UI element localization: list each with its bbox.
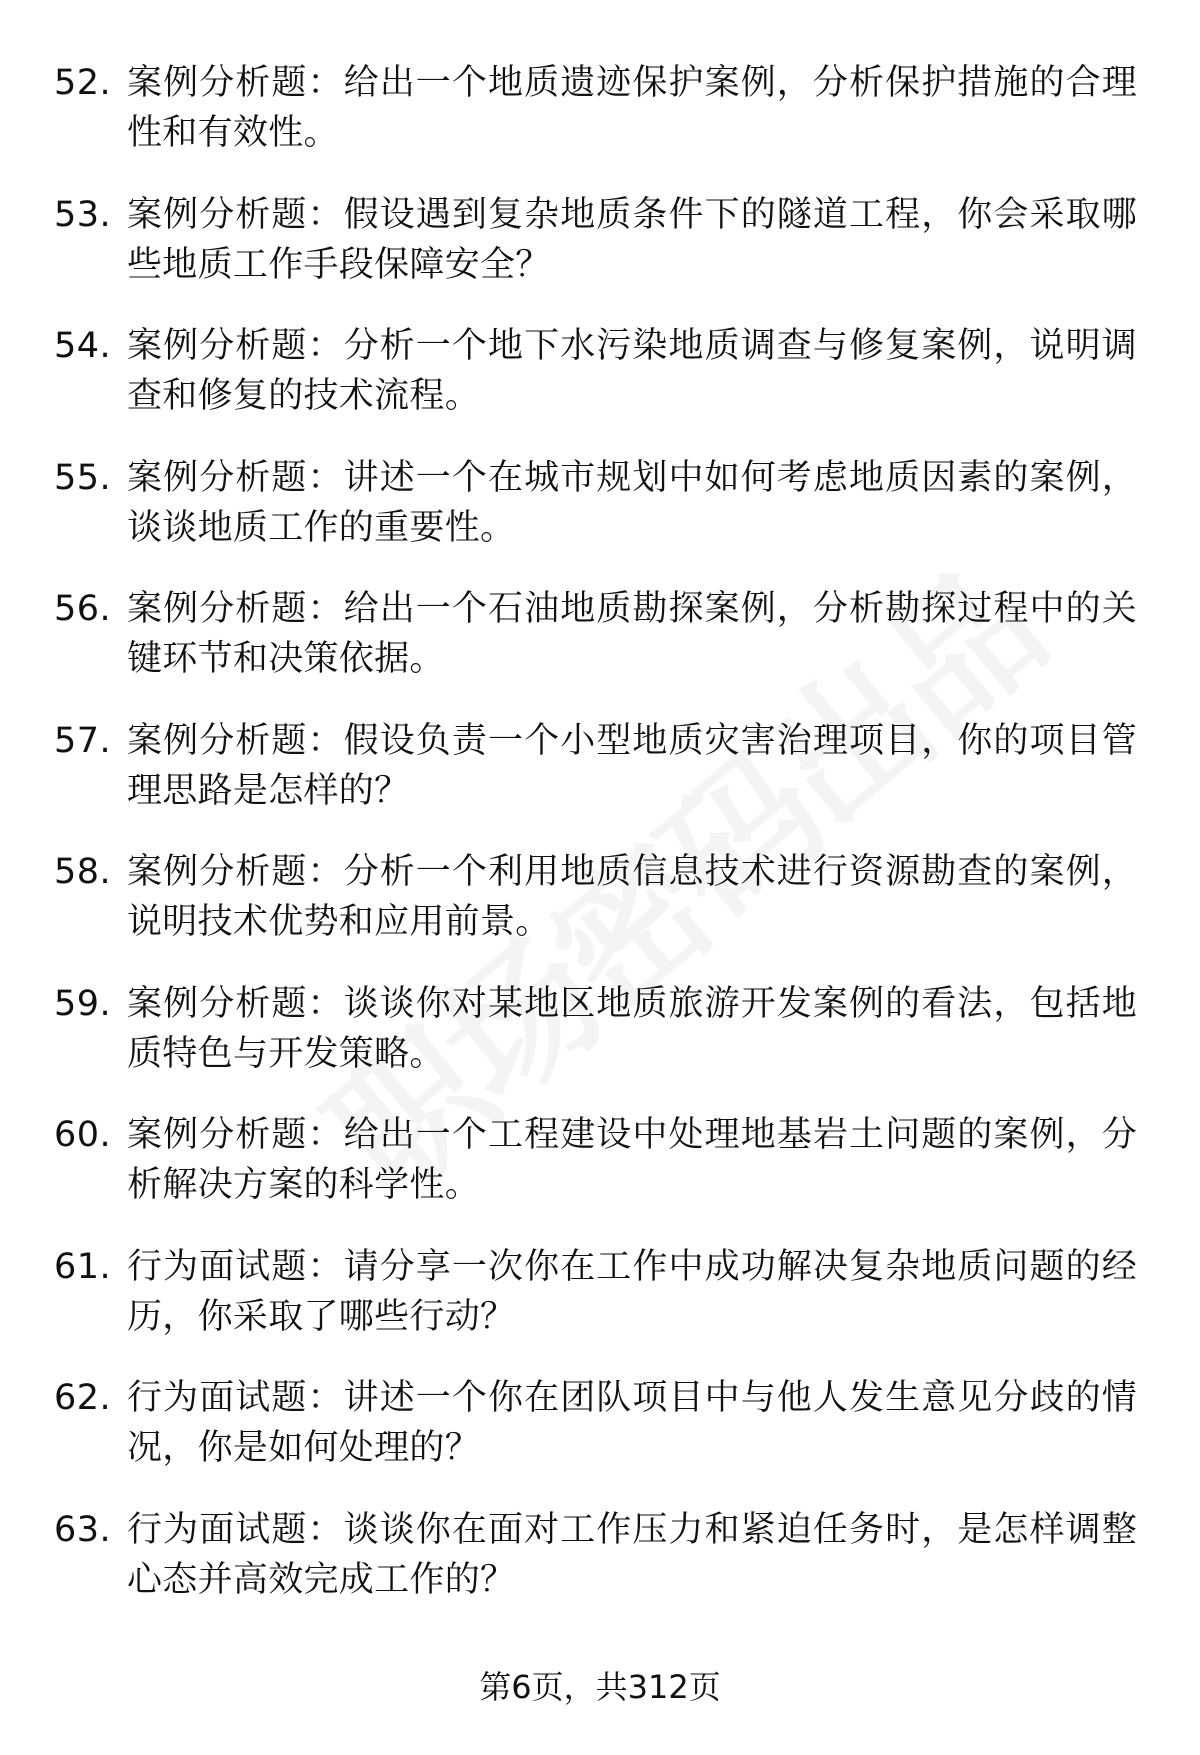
question-number: 57. (54, 720, 112, 761)
question-number: 55. (54, 457, 112, 498)
question-number: 52. (54, 63, 112, 103)
question-text: 案例分析题：给出一个石油地质勘探案例，分析勘探过程中的关键环节和决策依据。 (127, 589, 1137, 679)
question-item (0, 584, 1200, 694)
question-item (0, 58, 1200, 168)
question-text: 案例分析题：分析一个地下水污染地质调查与修复案例，说明调查和修复的技术流程。 (127, 326, 1137, 416)
question-item (0, 1505, 1200, 1615)
question-text: 案例分析题：假设遇到复杂地质条件下的隧道工程，你会采取哪些地质工作手段保障安全？ (127, 194, 1137, 285)
question-item (0, 979, 1200, 1089)
question-item (0, 453, 1200, 563)
question-number: 61. (54, 1246, 112, 1287)
question-item (0, 1110, 1200, 1220)
question-text: 行为面试题：请分享一次你在工作中成功解决复杂地质问题的经历，你采取了哪些行动？ (127, 1246, 1137, 1337)
question-number: 59. (54, 983, 112, 1024)
question-item (0, 847, 1200, 957)
question-text: 案例分析题：谈谈你对某地区地质旅游开发案例的看法，包括地质特色与开发策略。 (127, 983, 1137, 1074)
question-text: 行为面试题：讲述一个你在团队项目中与他人发生意见分歧的情况，你是如何处理的？ (127, 1378, 1137, 1468)
question-item (0, 716, 1200, 826)
question-text: 案例分析题：给出一个地质遗迹保护案例，分析保护措施的合理性和有效性。 (127, 63, 1137, 153)
question-number: 53. (54, 194, 112, 235)
question-text: 行为面试题：谈谈你在面对工作压力和紧迫任务时，是怎样调整心态并高效完成工作的？ (127, 1509, 1137, 1600)
question-list (0, 58, 1200, 1636)
page-number-label: 第6页，共312页 (479, 1668, 721, 1706)
question-number: 58. (54, 852, 112, 892)
page-footer (0, 1665, 1200, 1709)
question-item (0, 190, 1200, 300)
question-text: 案例分析题：讲述一个在城市规划中如何考虑地质因素的案例，谈谈地质工作的重要性。 (127, 457, 1137, 548)
question-item (0, 321, 1200, 431)
question-text: 案例分析题：假设负责一个小型地质灾害治理项目，你的项目管理思路是怎样的？ (127, 720, 1137, 811)
question-number: 62. (54, 1378, 112, 1418)
question-text: 案例分析题：给出一个工程建设中处理地基岩土问题的案例，分析解决方案的科学性。 (127, 1115, 1137, 1205)
question-number: 60. (54, 1115, 112, 1155)
question-item (0, 1242, 1200, 1352)
question-item (0, 1373, 1200, 1483)
question-number: 56. (54, 589, 112, 629)
question-number: 63. (54, 1509, 112, 1550)
question-text: 案例分析题：分析一个利用地质信息技术进行资源勘查的案例，说明技术优势和应用前景。 (127, 852, 1137, 942)
question-number: 54. (54, 326, 112, 366)
